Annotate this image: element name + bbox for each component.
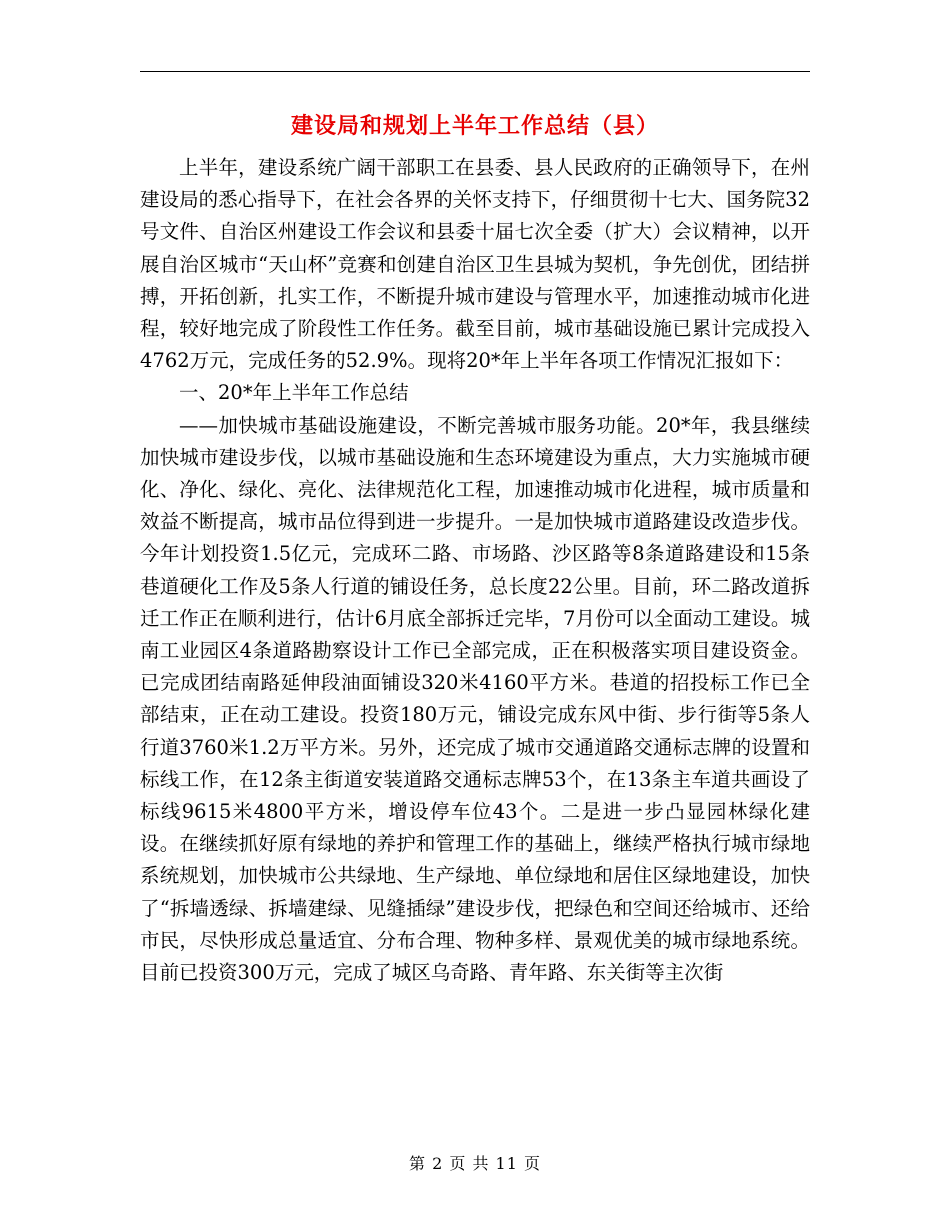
header-rule: [140, 71, 810, 72]
page-footer: [0, 1153, 950, 1175]
section-heading: 一、20*年上半年工作总结: [179, 381, 409, 405]
paragraph-intro: 上半年，建设系统广阔干部职工在县委、县人民政府的正确领导下，在州建设局的悉心指导下，在社会各界的关怀支持下，仔细贯彻十七大、国务院32号文件、自治区州建设工作会议和县委十届七次全委（扩大）会议精神，以开展自治区城市“天山杯”竞赛和创建自治区卫生县城为契机，争先创优，团结拼搏，开拓创新，扎实工作，不断提升城市建设与管理水平，加速推动城市化进程，较好地完成了阶段性工作任务。截至目前，城市基础设施已累计完成投入4762万元，完成任务的52.9%。现将20*年上半年各项工作情况汇报如下：: [140, 156, 810, 373]
paragraph-infrastructure: ——加快城市基础设施建设，不断完善城市服务功能。20*年，我县继续加快城市建设步伐，以城市基础设施和生态环境建设为重点，大力实施城市硬化、净化、绿化、亮化、法律规范化工程，加速推动城市化进程，城市质量和效益不断提高，城市品位得到进一步提升。一是加快城市道路建设改造步伐。今年计划投资1.5亿元，完成环二路、市场路、沙区路等8条道路建设和15条巷道硬化工作及5条人行道的铺设任务，总长度22公里。目前，环二路改道拆迁工作正在顺利进行，估计6月底全部拆迁完毕，7月份可以全面动工建设。城南工业园区4条道路勘察设计工作已全部完成，正在积极落实项目建设资金。已完成团结南路延伸段油面铺设320米4160平方米。巷道的招投标工作已全部结束，正在动工建设。投资180万元，铺设完成东风中街、步行街等5条人行道3760米1.2万平方米。另外，还完成了城市交通道路交通标志牌的设置和标线工作，在12条主街道安装道路交通标志牌53个，在13条主车道共画设了标线9615米4800平方米，增设停车位43个。二是进一步凸显园林绿化建设。在继续抓好原有绿地的养护和管理工作的基础上，继续严格执行城市绿地系统规划，加快城市公共绿地、生产绿地、单位绿地和居住区绿地建设，加快了“拆墙透绿、拆墙建绿、见缝插绿”建设步伐，把绿色和空间还给城市、还给市民，尽快形成总量适宜、分布合理、物种多样、景观优美的城市绿地系统。目前已投资300万元，完成了城区乌奇路、青年路、东关街等主次街: [140, 413, 810, 985]
document-title: 建设局和规划上半年工作总结（县）: [290, 113, 659, 139]
document-body: [140, 152, 810, 989]
page-number-label: 第 2 页 共 11 页: [409, 1154, 541, 1173]
